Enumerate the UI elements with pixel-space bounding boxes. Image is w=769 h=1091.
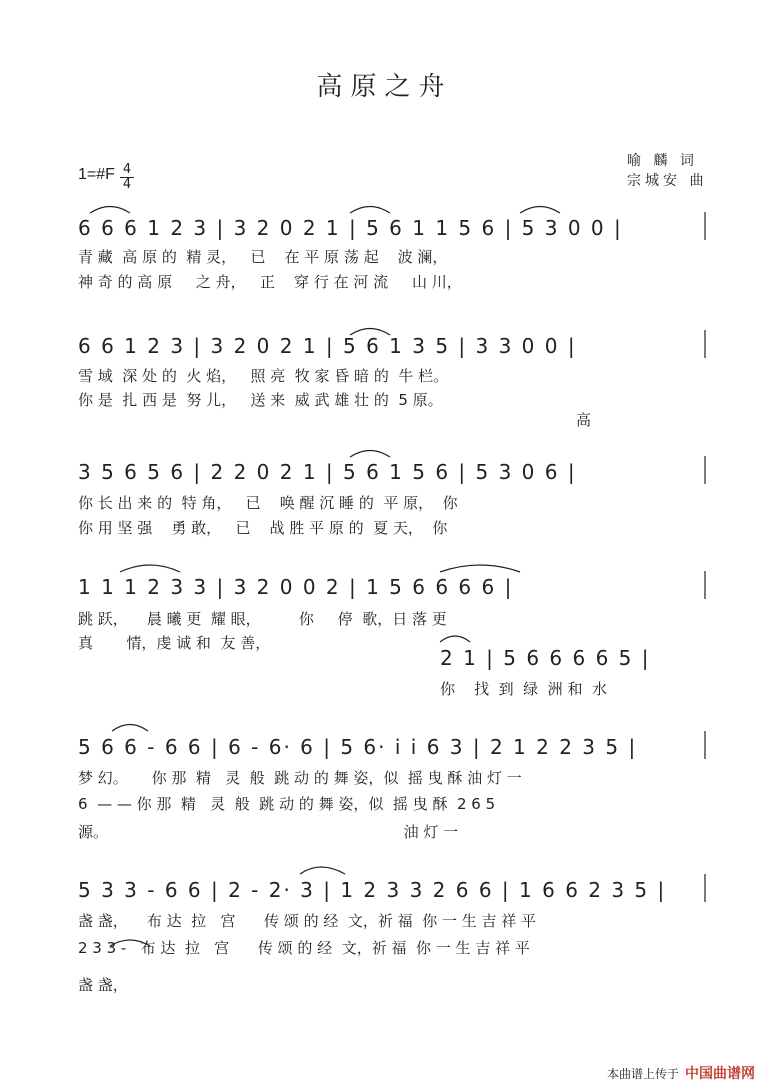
notes-system-6: 5 3 3 - 6 6 | 2 - 2· 3 | 1 2 3 3 2 6 6 | 1 6 6 2 3 5 | — [78, 878, 667, 902]
lyric-line-4b: 真 情，虔 诚 和 友 善， — [78, 634, 271, 652]
lyric-line-5c: 源。 油 灯 一 — [78, 823, 459, 841]
notes-system-3: 3 5 6 5 6 | 2 2 0 2 1 | 5 6 1 5 6 | 5 3 0 6 | — [78, 460, 577, 484]
lyricist-credit: 喻 麟 词 — [627, 153, 698, 169]
composer-credit: 宗城安 曲 — [627, 173, 708, 189]
meter-top: 4 — [122, 162, 132, 177]
key-signature: 1=#F — [78, 166, 115, 183]
lyric-line-3b: 你 用 坚 强 勇 敢， 已 战 胜 平 原 的 夏 天， 你 — [78, 519, 448, 537]
lyric-extra-2: 高 — [576, 411, 592, 429]
lyric-line-2a: 雪 域 深 处 的 火 焰， 照 亮 牧 家 昏 暗 的 牛 栏。 — [78, 367, 449, 385]
lyric-line-1a: 青 藏 高 原 的 精 灵， 已 在 平 原 荡 起 波 澜， — [78, 248, 448, 266]
notes-system-4: 1 1 1 2 3 3 | 3 2 0 0 2 | 1 5 6 6 6 6 | — [78, 575, 514, 599]
notes-system-5: 5 6 6 - 6 6 | 6 - 6· 6 | 5 6· i i 6 3 | 2 1 2 2 3 5 | — [78, 735, 638, 759]
notes-system-2: 6 6 1 2 3 | 3 2 0 2 1 | 5 6 1 3 5 | 3 3 0 0 | — [78, 334, 577, 358]
lyric-line-2b: 你 是 扎 西 是 努 儿， 送 来 威 武 雄 壮 的 5 原。 — [78, 391, 443, 409]
footer-text: 本曲谱上传于 — [606, 1066, 679, 1081]
lyric-line-5b: 6 — — 你 那 精 灵 般 跳 动 的 舞 姿，似 摇 曳 酥 2 6 5 — [78, 795, 496, 813]
lyric-line-4a: 跳 跃， 晨 曦 更 耀 眼， 你 停 歌，日 落 更 — [78, 610, 447, 628]
sub-notes-system-4: 2 1 | 5 6 6 6 6 5 | — [440, 646, 651, 670]
lyric-line-3a: 你 长 出 来 的 特 角， 已 唤 醒 沉 睡 的 平 原， 你 — [78, 494, 458, 512]
page-title: 高原之舟 — [316, 72, 453, 102]
notes-system-1: 6 6 6 1 2 3 | 3 2 0 2 1 | 5 6 1 1 5 6 | 5 3 0 0 | — [78, 216, 623, 240]
meter-bottom: 4 — [122, 177, 132, 192]
site-logo: 中国曲谱网 — [685, 1066, 755, 1082]
sub-lyric-system-4: 你 找 到 绿 洲 和 水 — [440, 680, 607, 698]
footer-watermark — [607, 1063, 755, 1083]
lyric-line-6a: 盏 盏， 布 达 拉 宫 传 颂 的 经 文，祈 福 你 一 生 吉 祥 平 — [78, 912, 537, 930]
lyric-line-6b: 2 3 3 - 布 达 拉 宫 传 颂 的 经 文，祈 福 你 一 生 吉 祥 平 — [78, 939, 530, 957]
lyric-line-6c: 盏 盏， — [78, 976, 128, 994]
lyric-line-5a: 梦 幻。 你 那 精 灵 般 跳 动 的 舞 姿，似 摇 曳 酥 油 灯 一 — [78, 769, 522, 787]
lyric-line-1b: 神 奇 的 高 原 之 舟， 正 穿 行 在 河 流 山 川， — [78, 273, 462, 291]
